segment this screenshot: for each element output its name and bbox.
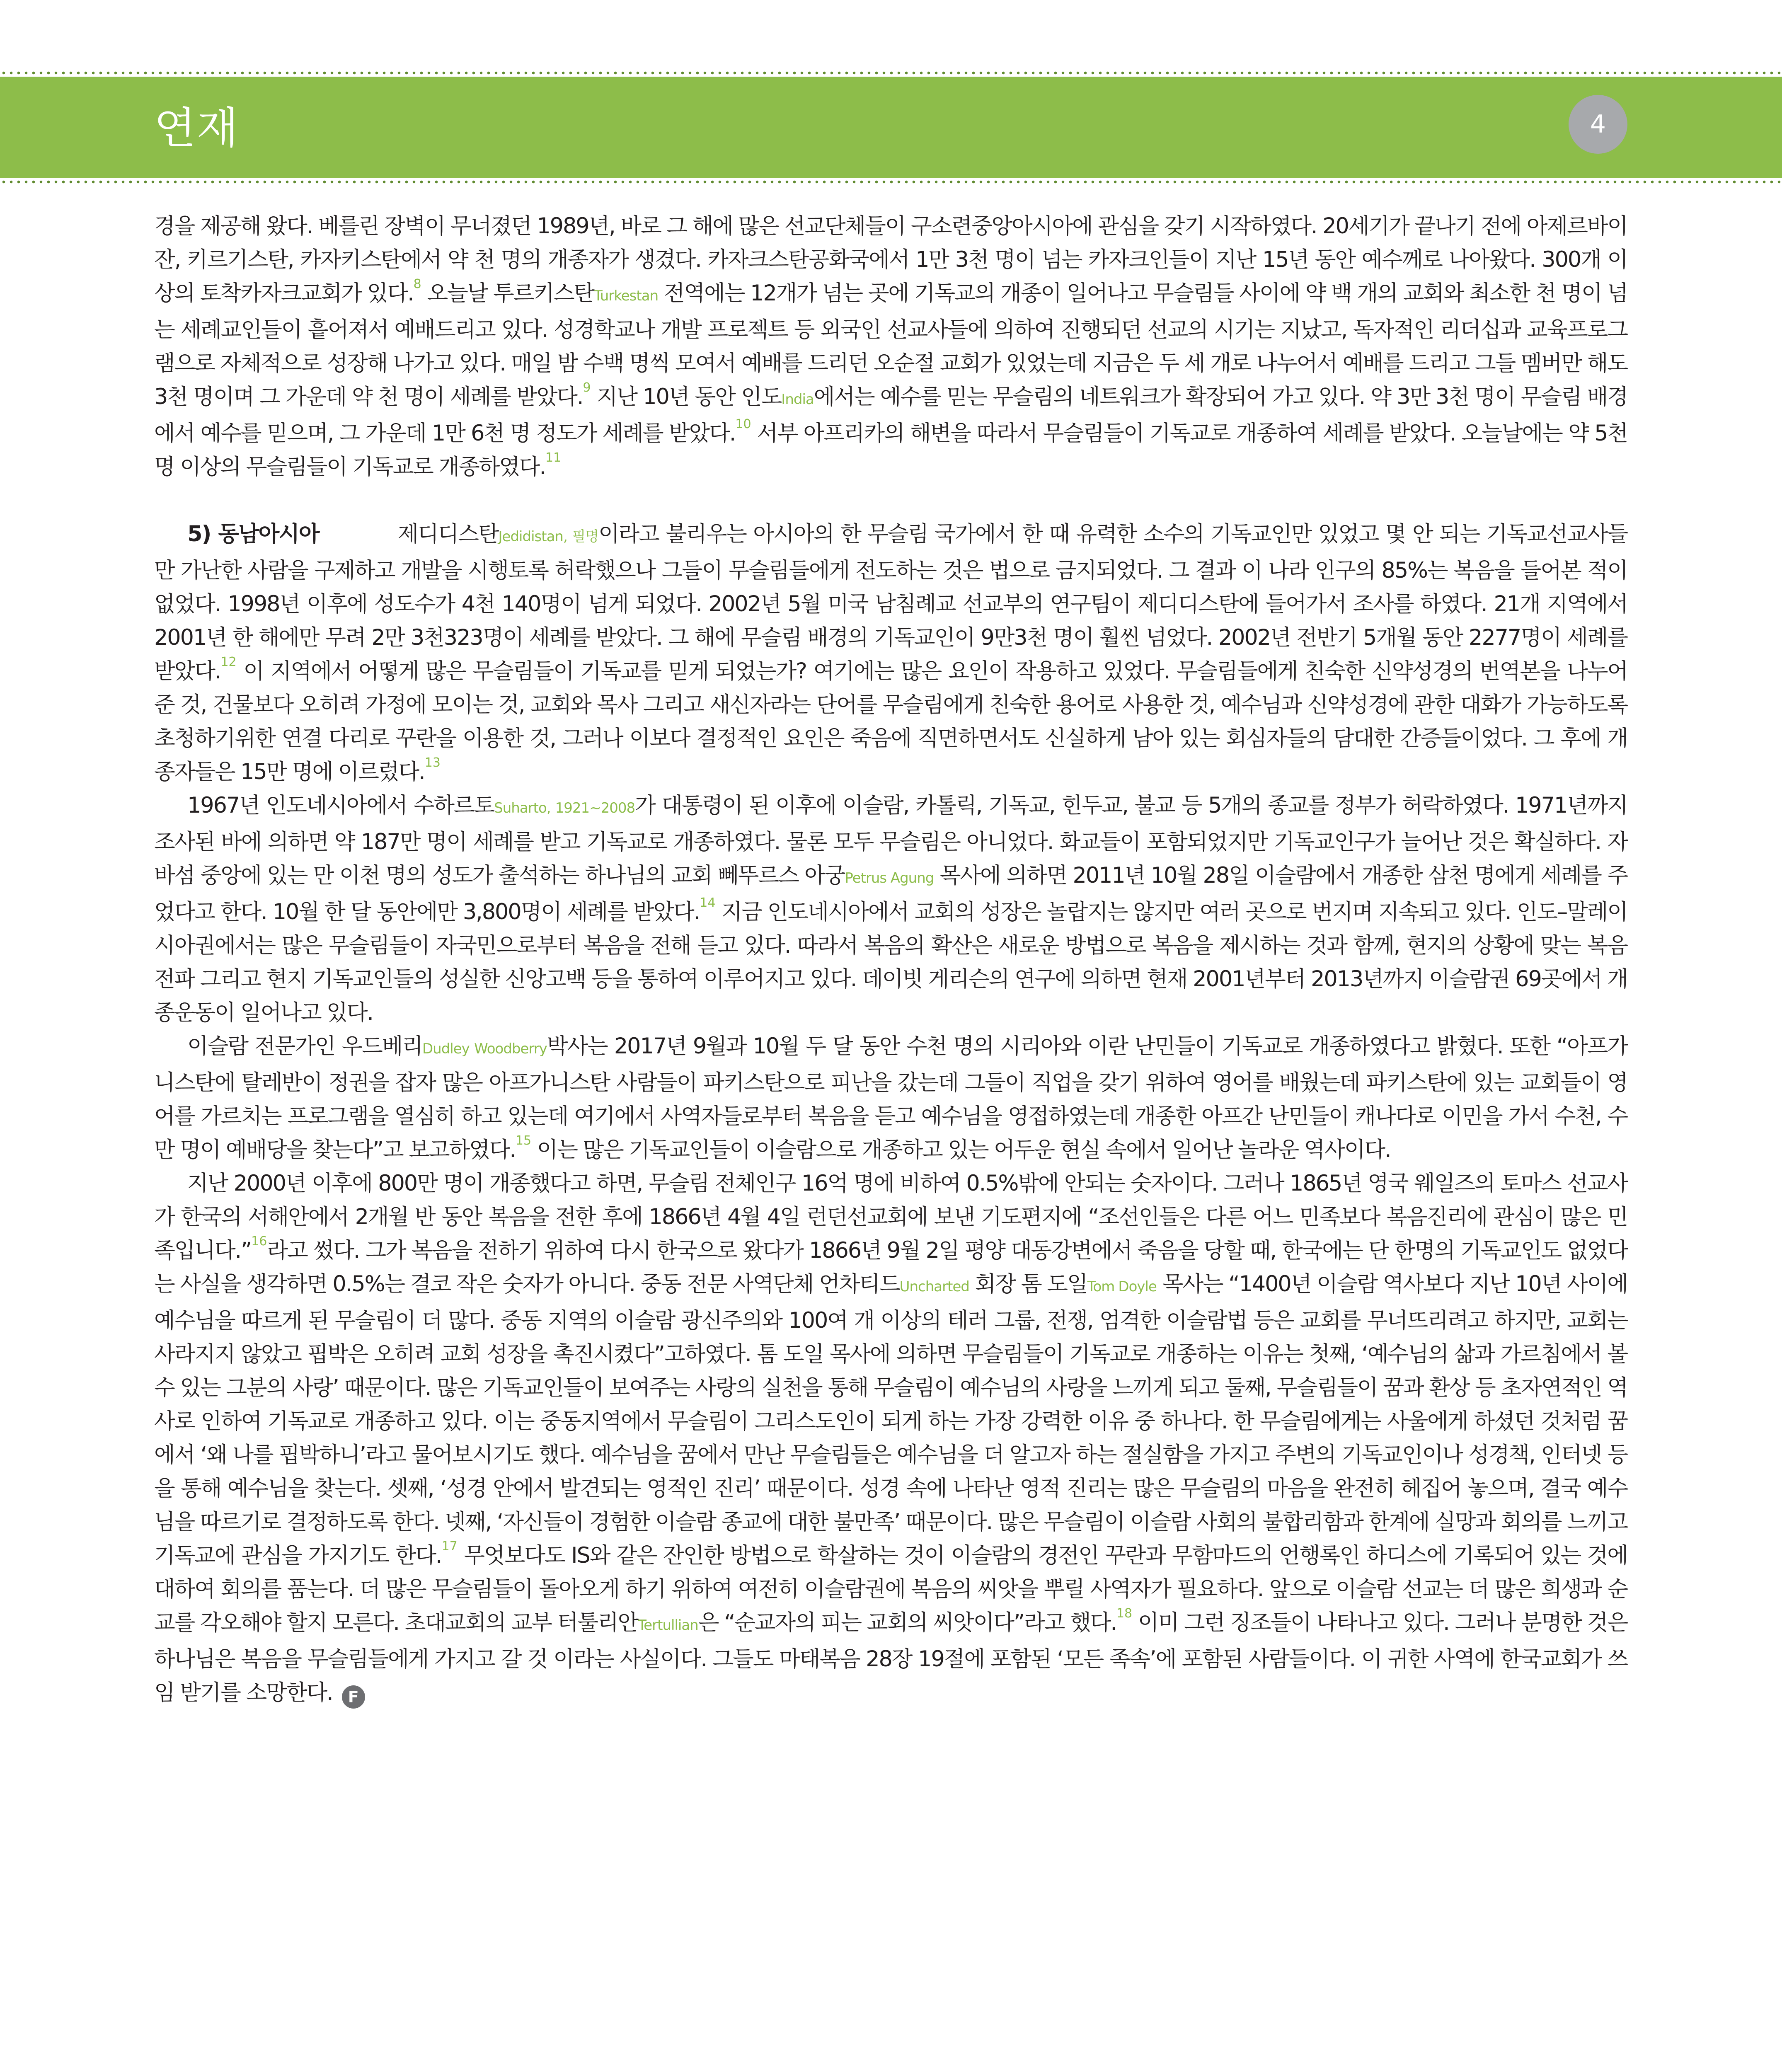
gloss: Suharto, 1921~2008 <box>494 800 635 816</box>
footnote-ref: 18 <box>1116 1606 1133 1621</box>
text-run: 가 대통령이 된 이후에 이슬람, 카톨릭, 기독교, 힌두교, 불교 등 5개의 종교를 정부가 허락하였다. 1971년까지 조사된 바에 의하면 약 187만 명이 세례를 받고 기독교로 개종하였다. 물론 모두 무슬림은 아니었다. 화교들이 포함되었지만 기독교인구가 늘어난 것은 확실하다. 자바섬 중앙에 있는 만 이천 명의 성도가 출석하는 하나님의 교회 뻬뚜르스 아궁 <box>154 793 1627 888</box>
text-run: 이라고 불리우는 아시아의 한 무슬림 국가에서 한 때 유력한 소수의 기독교인만 있었고 몇 안 되는 기독교선교사들만 가난한 사람을 구제하고 개발을 시행토록 허락했으나 그들이 무슬림들에게 전도하는 것은 법으로 금지되었다. 그 결과 이 나라 인구의 85%는 복음을 들어본 적이 없었다. 1998년 이후에 성도수가 4천 140명이 넘게 되었다. 2002년 5월 미국 남침례교 선교부의 연구팀이 제디디스탄에 들어가서 조사를 하였다. 21개 지역에서 2001년 한 해에만 무려 2만 3천323명이 세례를 받았다. 그 해에 무슬림 배경의 기독교인이 9만3천 명이 훨씬 넘었다. 2002년 전반기 5개월 동안 2277명이 세례를 받았다. <box>154 521 1628 684</box>
section-title: 연재 <box>154 103 239 153</box>
header-dotted-border-top <box>0 71 1782 75</box>
text-run: 지금 인도네시아에서 교회의 성장은 놀랍지는 않지만 여러 곳으로 번지며 지속되고 있다. 인도–말레이시아권에서는 많은 무슬림들이 자국민으로부터 복음을 전해 듣고 있다. 따라서 복음의 확산은 새로운 방법으로 복음을 제시하는 것과 함께, 현지의 상황에 맞는 복음전파 그리고 현지 기독교인들의 성실한 신앙고백 등을 통하여 이루어지고 있다. 데이빗 게리슨의 연구에 의하면 현재 2001년부터 2013년까지 이슬람권 69곳에서 개종운동이 일어나고 있다. <box>154 899 1627 1025</box>
gloss: Dudley Woodberry <box>422 1041 547 1057</box>
text-run: 은 “순교자의 피는 교회의 씨앗이다”라고 했다. <box>698 1610 1116 1635</box>
paragraph-2 <box>154 517 1627 789</box>
footnote-ref: 16 <box>251 1234 267 1249</box>
footnote-ref: 13 <box>424 755 441 770</box>
text-run: 1967년 인도네시아에서 수하르토 <box>187 793 494 818</box>
header-dotted-border-bottom <box>0 180 1782 184</box>
gloss: Jedidistan, 필명 <box>498 528 599 545</box>
text-run: 이는 많은 기독교인들이 이슬람으로 개종하고 있는 어두운 현실 속에서 일어난 놀라운 역사이다. <box>531 1137 1391 1162</box>
end-mark-icon: F <box>342 1685 365 1709</box>
gloss: Tom Doyle <box>1087 1278 1157 1295</box>
text-run: 라고 썼다. 그가 복음을 전하기 위하여 다시 한국으로 왔다가 1866년 9월 2일 평양 대동강변에서 죽음을 당할 때, 한국에는 단 한명의 기독교인도 없었다는 사실을 생각하면 0.5%는 결코 작은 숫자가 아니다. 중동 전문 사역단체 언차티드 <box>154 1238 1627 1297</box>
footnote-ref: 9 <box>583 380 591 395</box>
gloss: Tertullian <box>638 1617 698 1634</box>
footnote-ref: 15 <box>515 1133 532 1148</box>
text-run: 지난 2000년 이후에 800만 명이 개종했다고 하면, 무슬림 전체인구 16억 명에 비하여 0.5%밖에 안되는 숫자이다. 그러나 1865년 영국 웨일즈의 토마스 선교사가 한국의 서해안에서 2개월 반 동안 복음을 전한 후에 1866년 4월 4일 런던선교회에 보낸 기도편지에 “조선인들은 다른 어느 민족보다 복음진리에 관심이 많은 민족입니다.” <box>154 1171 1627 1263</box>
text-run: 지난 10년 동안 인도 <box>591 384 782 409</box>
text-run: 오늘날 투르키스탄 <box>421 281 594 306</box>
footnote-ref: 11 <box>545 450 562 465</box>
text-run: 서부 아프리카의 해변을 따라서 무슬림들이 기독교로 개종하여 세례를 받았다. 오늘날에는 약 5천 명 이상의 무슬림들이 기독교로 개종하였다. <box>154 421 1627 479</box>
footnote-ref: 12 <box>220 655 237 669</box>
paragraph-3 <box>154 789 1627 1029</box>
text-run: 이 지역에서 어떻게 많은 무슬림들이 기독교를 믿게 되었는가? 여기에는 많은 요인이 작용하고 있었다. 무슬림들에게 친숙한 신약성경의 번역본을 나누어 준 것, 건물보다 오히려 가정에 모이는 것, 교회와 목사 그리고 새신자라는 단어를 무슬림에게 친숙한 용어로 사용한 것, 예수님과 신약성경에 관한 대화가 가능하도록 초청하기위한 연결 다리로 꾸란을 이용한 것, 그러나 이보다 결정적인 요인은 죽음에 직면하면서도 신실하게 남아 있는 회심자들의 담대한 간증들이었다. 그 후에 개종자들은 15만 명에 이르렀다. <box>154 658 1627 784</box>
text-run: 목사에 의하면 2011년 10월 28일 이슬람에서 개종한 삼천 명에게 세례를 주었다고 한다. 10월 한 달 동안에만 3,800명이 세례를 받았다. <box>154 863 1627 925</box>
paragraph-4 <box>154 1029 1627 1167</box>
text-run: 이미 그런 징조들이 나타나고 있다. 그러나 분명한 것은 하나님은 복음을 무슬림들에게 가지고 갈 것 이라는 사실이다. 그들도 마태복음 28장 19절에 포함된 ‘모든 족속’에 포함된 사람들이다. 이 귀한 사역에 한국교회가 쓰임 받기를 소망한다. <box>154 1610 1628 1705</box>
text-run: 경을 제공해 왔다. 베를린 장벽이 무너졌던 1989년, 바로 그 해에 많은 선교단체들이 구소련중앙아시아에 관심을 갖기 시작하였다. 20세기가 끝나기 전에 아제르바이잔, 키르기스탄, 카자키스탄에서 약 천 명의 개종자가 생겼다. 카자크스탄공화국에서 1만 3천 명이 넘는 카자크인들이 지난 15년 동안 예수께로 나아왔다. 300개 이상의 토착카자크교회가 있다. <box>154 213 1627 306</box>
text-run: 박사는 2017년 9월과 10월 두 달 동안 수천 명의 시리아와 이란 난민들이 기독교로 개종하였다고 밝혔다. 또한 “아프가니스탄에 탈레반이 정권을 잡자 많은 아프가니스탄 사람들이 파키스탄으로 피난을 갔는데 그들이 직업을 갖기 위하여 영어를 배웠는데 파키스탄에 있는 교회들이 영어를 가르치는 프로그램을 열심히 하고 있는데 여기에서 사역자들로부터 복음을 듣고 예수님을 영접하였는데 개종한 아프간 난민들이 캐나다로 이민을 가서 수천, 수만 명이 예배당을 찾는다”고 보고하였다. <box>154 1034 1627 1162</box>
text-run: 회장 톰 도일 <box>969 1271 1087 1297</box>
gloss: Turkestan <box>594 288 659 304</box>
gloss: Petrus Agung <box>845 870 934 886</box>
paragraph-5 <box>154 1167 1627 1709</box>
text-run: 목사는 “1400년 이슬람 역사보다 지난 10년 사이에 예수님을 따르게 된 무슬림이 더 많다. 중동 지역의 이슬람 광신주의와 100여 개 이상의 테러 그룹, 전쟁, 엄격한 이슬람법 등은 교회를 무너뜨리려고 하지만, 교회는 사라지지 않았고 핍박은 오히려 교회 성장을 촉진시켰다”고하였다. 톰 도일 목사에 의하면 무슬림들이 기독교로 개종하는 이유는 첫째, ‘예수님의 삶과 가르침에서 볼 수 있는 그분의 사랑’ 때문이다. 많은 기독교인들이 보여주는 사랑의 실천을 통해 무슬림이 예수님의 사랑을 느끼게 되고 둘째, 무슬림들이 꿈과 환상 등 초자연적인 역사로 인하여 기독교로 개종하고 있다. 이는 중동지역에서 무슬림이 그리스도인이 되게 하는 가장 강력한 이유 중 하나다. 한 무슬림에게는 사울에게 하셨던 것처럼 꿈에서 ‘왜 나를 핍박하니’라고 물어보시기도 했다. 예수님을 꿈에서 만난 무슬림들은 예수님을 더 알고자 하는 절실함을 가지고 주변의 기독교인이나 성경책, 인터넷 등을 통해 예수님을 찾는다. 셋째, ‘성경 안에서 발견되는 영적인 진리’ 때문이다. 성경 속에 나타난 영적 진리는 많은 무슬림의 마음을 완전히 헤집어 놓으며, 결국 예수님을 따르기로 결정하도록 한다. 넷째, ‘자신들이 경험한 이슬람 종교에 대한 불만족’ 때문이다. 많은 무슬림이 이슬람 사회의 불합리함과 한계에 실망과 회의를 느끼고 기독교에 관심을 가지기도 한다. <box>154 1271 1628 1568</box>
text-run: 이슬람 전문가인 우드베리 <box>187 1034 422 1059</box>
text-run: 에서는 예수를 믿는 무슬림의 네트워크가 확장되어 가고 있다. 약 3만 3천 명이 무슬림 배경에서 예수를 믿으며, 그 가운데 1만 6천 명 정도가 세례를 받았다. <box>154 384 1627 446</box>
section-heading: 5) 동남아시아 <box>187 521 319 547</box>
gloss: India <box>781 391 814 408</box>
footnote-ref: 8 <box>413 277 421 291</box>
footnote-ref: 17 <box>441 1539 458 1554</box>
footnote-ref: 14 <box>700 896 716 910</box>
header-band <box>0 77 1782 178</box>
gloss: Uncharted <box>899 1278 969 1295</box>
text-run: 무엇보다도 IS와 같은 잔인한 방법으로 학살하는 것이 이슬람의 경전인 꾸란과 무함마드의 언행록인 하디스에 기록되어 있는 것에 대하여 회의를 품는다. 더 많은 무슬림들이 돌아오게 하기 위하여 여전히 이슬람권에 복음의 씨앗을 뿌릴 사역자가 필요하다. 앞으로 이슬람 선교는 더 많은 희생과 순교를 각오해야 할지 모른다. 초대교회의 교부 터툴리안 <box>154 1543 1627 1635</box>
text-run: 제디디스탄 <box>397 521 499 547</box>
paragraph-1 <box>154 209 1627 484</box>
text-run: 전역에는 12개가 넘는 곳에 기독교의 개종이 일어나고 무슬림들 사이에 약 백 개의 교회와 최소한 천 명이 넘는 세례교인들이 흩어져서 예배드리고 있다. 성경학교나 개발 프로젝트 등 외국인 선교사들에 의하여 진행되던 선교의 시기는 지났고, 독자적인 리더십과 교육프로그램으로 자체적으로 성장해 나가고 있다. 매일 밤 수백 명씩 모여서 예배를 드리던 오순절 교회가 있었는데 지금은 두 세 개로 나누어서 예배를 드리고 그들 멤버만 해도 3천 명이며 그 가운데 약 천 명이 세례를 받았다. <box>154 281 1627 409</box>
article-body <box>154 209 1627 1709</box>
page-number-badge: 4 <box>1569 95 1627 154</box>
footnote-ref: 10 <box>735 417 751 431</box>
